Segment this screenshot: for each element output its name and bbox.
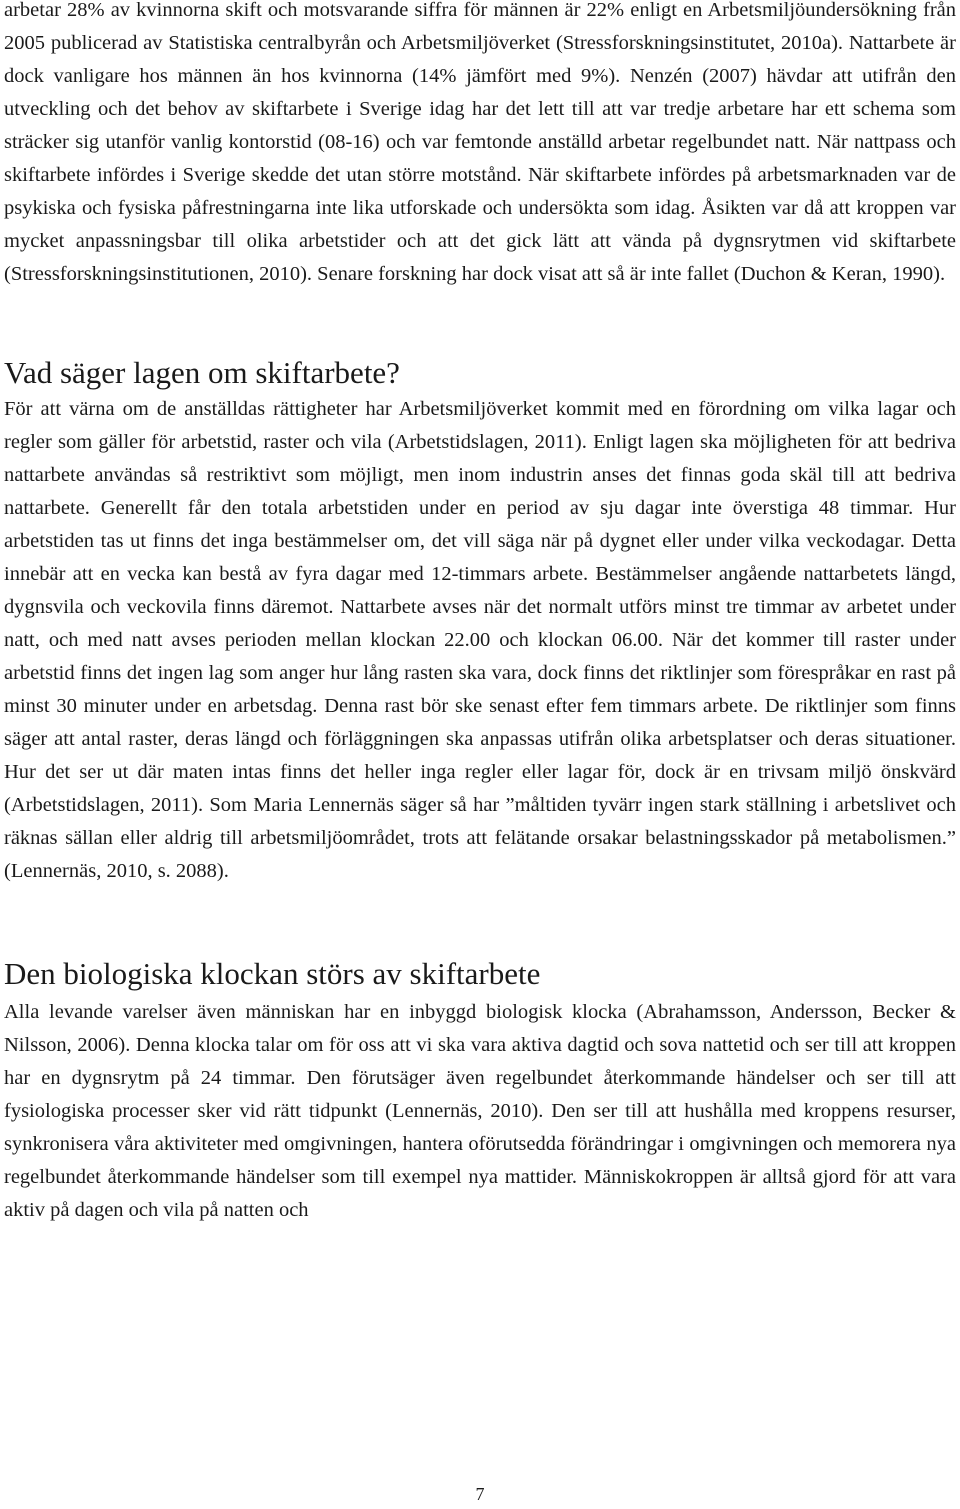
paragraph-biological-clock: Alla levande varelser även människan har en inbyggd biologisk klocka (Abrahamsson, Andersson, Becker & Nilsson, 2006). Denna klocka talar om för oss att vi ska vara aktiva dagtid och sova nattetid och ser till att kroppen har en dygnsrytm på 24 timmar. Den förutsäger även regelbundet återkommande händelser och ser till att fysiologiska processer sker vid rätt tidpunkt (Lennernäs, 2010). Den ser till att hushålla med kroppens resurser, synkronisera våra aktiviteter med omgivningen, hantera oförutsedda förändringar i omgivningen och memorera nya regelbundet återkommande händelser som till exempel nya mattider. Människokroppen är alltså gjord för att vara aktiv på dagen och vila på natten och [4, 1001, 956, 1221]
section-heading-biological-clock: Den biologiska klockan störs av skiftarbete [4, 956, 541, 991]
paragraph-shift-work-statistics: arbetar 28% av kvinnorna skift och motsvarande siffra för männen är 22% enligt en Arbetsmiljöundersökning från 2005 publicerad av Statistiska centralbyrån och Arbetsmiljöverket (Stressforskningsinstitutet, 2010a). Nattarbete är dock vanligare hos männen än hos kvinnorna (14% jämfört med 9%). Nenzén (2007) hävdar att utifrån den utveckling och det behov av skiftarbete i Sverige idag har det lett till att var tredje arbetare har ett schema som sträcker sig utanför vanlig kontorstid (08-16) och var femtonde anställd arbetar regelbundet natt. När nattpass och skiftarbete infördes i Sverige skedde det utan större motstånd. När skiftarbete infördes på arbetsmarknaden var de psykiska och fysiska påfrestningarna inte lika utforskade och undersökta som idag. Åsikten var då att kroppen var mycket anpassningsbar till olika arbetstider och att det gick lätt att vända på dygnsrytmen vid skiftarbete (Stressforskningsinstitutionen, 2010). Senare forskning har dock visat att så är inte fallet (Duchon & Keran, 1990). [4, 0, 956, 285]
paragraph-working-time-law: För att värna om de anställdas rättigheter har Arbetsmiljöverket kommit med en förordning om vilka lagar och regler som gäller för arbetstid, raster och vila (Arbetstidslagen, 2011). Enligt lagen ska möjligheten för att bedriva nattarbete användas så restriktivt som möjligt, men inom industrin anses det finnas goda skäl till att bedriva nattarbete. Generellt får den totala arbetstiden under en period av sju dagar inte överstiga 48 timmar. Hur arbetstiden tas ut finns det inga bestämmelser om, det vill säga när på dygnet eller under vilka veckodagar. Detta innebär att en vecka kan bestå av fyra dagar med 12-timmars arbete. Bestämmelser angående nattarbetets längd, dygnsvila och veckovila finns däremot. Nattarbete avses när det normalt utförs minst tre timmar av arbetet under natt, och med natt avses perioden mellan klockan 22.00 och klockan 06.00. När det kommer till raster under arbetstid finns det ingen lag som anger hur lång rasten ska vara, dock finns det riktlinjer som förespråkar en rast på minst 30 minuter under en arbetsdag. Denna rast bör ske senast efter fem timmars arbete. De riktlinjer som finns säger att antal raster, deras längd och förläggningen ska anpassas utifrån olika arbetsplatser och deras situationer. Hur det ser ut där maten intas finns det heller inga regler eller lagar för, dock är en trivsam miljö önskvärd (Arbetstidslagen, 2011). Som Maria Lennernäs säger så har ”måltiden tyvärr ingen stark ställning i arbetslivet och räknas sällan eller aldrig till arbetsmiljöområdet, trots att felätande orsakar belastningsskador på metabolismen.” (Lennernäs, 2010, s. 2088). [4, 398, 956, 882]
page-number: 7 [475, 1484, 485, 1504]
section-heading-law: Vad säger lagen om skiftarbete? [4, 355, 400, 390]
document-page [4, 0, 956, 1227]
